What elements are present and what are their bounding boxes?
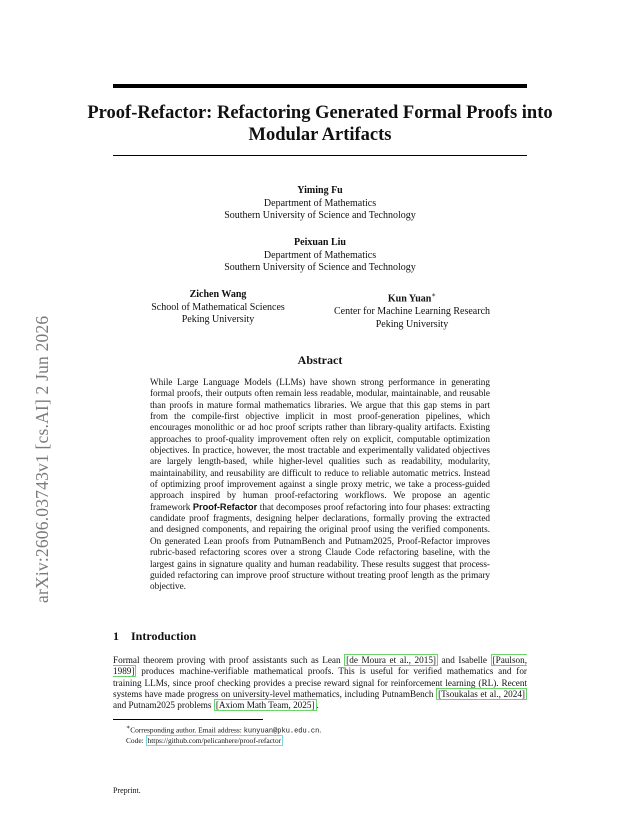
intro-text: .	[316, 700, 319, 711]
footnote-text: Corresponding author. Email address:	[130, 725, 244, 735]
section-number: 1	[113, 629, 119, 643]
author-institution: Peking University	[375, 318, 449, 330]
footnote-code	[126, 736, 321, 746]
author-name: Yiming Fu	[297, 185, 343, 196]
section-heading	[113, 629, 196, 644]
citation-link[interactable]: [Axiom Math Team, 2025]	[215, 700, 315, 711]
citation-link[interactable]: [de Moura et al., 2015]	[346, 655, 436, 665]
citation-link[interactable]: [Tsoukalas et al., 2024]	[438, 689, 525, 700]
paper-title: Proof-Refactor: Refactoring Generated Formal Proofs into Modular Artifacts	[87, 103, 553, 145]
code-url-link[interactable]: https://github.com/pelicanhere/proof-refactor	[147, 736, 282, 746]
footnote-mark: ∗	[126, 725, 131, 731]
email-link[interactable]: kunyuan@pku.edu.cn	[243, 727, 320, 736]
author-department: Department of Mathematics	[263, 197, 377, 209]
abstract-heading: Abstract	[297, 353, 343, 367]
intro-text: and Putnam2025 problems	[113, 700, 214, 711]
corresponding-mark: ∗	[431, 291, 437, 299]
author-department: School of Mathematical Sciences	[151, 301, 285, 313]
title-top-rule	[113, 84, 527, 88]
author-department: Center for Machine Learning Research	[333, 305, 491, 317]
intro-text: and Isabelle	[437, 655, 491, 665]
abstract-body	[150, 377, 490, 593]
author-name: Zichen Wang	[189, 289, 247, 300]
abstract-text-part1: While Large Language Models (LLMs) have shown strong performance in generating formal proofs, their outputs often remain less readable, modular, maintainable, and reusable than proofs in mature formal mathematics libraries. We argue that this gap stems in part from the compile-first objective implicit in most proof-generation pipelines, which encourages monolithic or ad hoc proof scripts rather than library-quality artifacts. Existing approaches to proof-quality improvement often rely on explicit, computable optimization objectives. In practice, however, the most tractable and experimentally validated objectives are largely length-based, while higher-level qualities such as readability, modularity, maintainability, and reusability are difficult to reduce to reliable automatic metrics. Instead of optimizing proof improvement against a single proxy metric, we take a process-guided approach inspired by human proof-refactoring workflows. We propose an agentic framework	[150, 377, 490, 512]
abstract-text-part2: that decomposes proof refactoring into four phases: extracting candidate proof fragments, designing helper declarations, formally proving the extracted and designed components, and repairing the original proof using the verified components. On generated Lean proofs from PutnamBench and Putnam2025, Proof-Refactor improves rubric-based refactoring scores over a strong Claude Code refactoring baseline, with the largest gains in signature quality and human readability. These results suggest that process-guided refactoring can improve proof structure without treating proof length as the primary objective.	[150, 501, 491, 592]
author-institution: Southern University of Science and Technology	[224, 262, 416, 274]
intro-text: produces machine-verifiable mathematical proofs. This is useful for verified mathematics and for training LLMs, since proof checking provides a precise reward signal for reinforcement learning (RL). Recent systems have made progress on university-level mathematics, including PutnamBench	[113, 666, 527, 700]
author-block-3	[138, 289, 298, 327]
citation-link[interactable]: [Paulson, 1989]	[113, 655, 527, 677]
footnote-corresponding	[126, 723, 321, 736]
author-department: Department of Mathematics	[263, 249, 377, 261]
arxiv-identifier: arXiv:2606.03743v1 [cs.AI] 2 Jun 2026	[32, 315, 52, 603]
author-institution: Southern University of Science and Technology	[224, 210, 416, 222]
title-bottom-rule	[113, 155, 527, 156]
footnote-text: .	[319, 725, 322, 735]
footer-preprint: Preprint.	[113, 786, 141, 795]
author-block-2	[170, 237, 470, 275]
system-name: Proof-Refactor	[192, 501, 258, 512]
author-block-4	[316, 289, 508, 331]
footnote-rule	[113, 719, 263, 720]
footnotes	[126, 723, 321, 746]
author-institution: Peking University	[181, 314, 255, 326]
introduction-paragraph	[113, 655, 527, 712]
section-title: Introduction	[131, 629, 197, 643]
author-name: Peixuan Liu	[294, 237, 346, 248]
author-block-1	[170, 185, 470, 223]
intro-text: Formal theorem proving with proof assistants such as Lean	[113, 655, 345, 665]
code-label: Code:	[126, 736, 146, 746]
author-name: Kun Yuan	[387, 293, 432, 305]
